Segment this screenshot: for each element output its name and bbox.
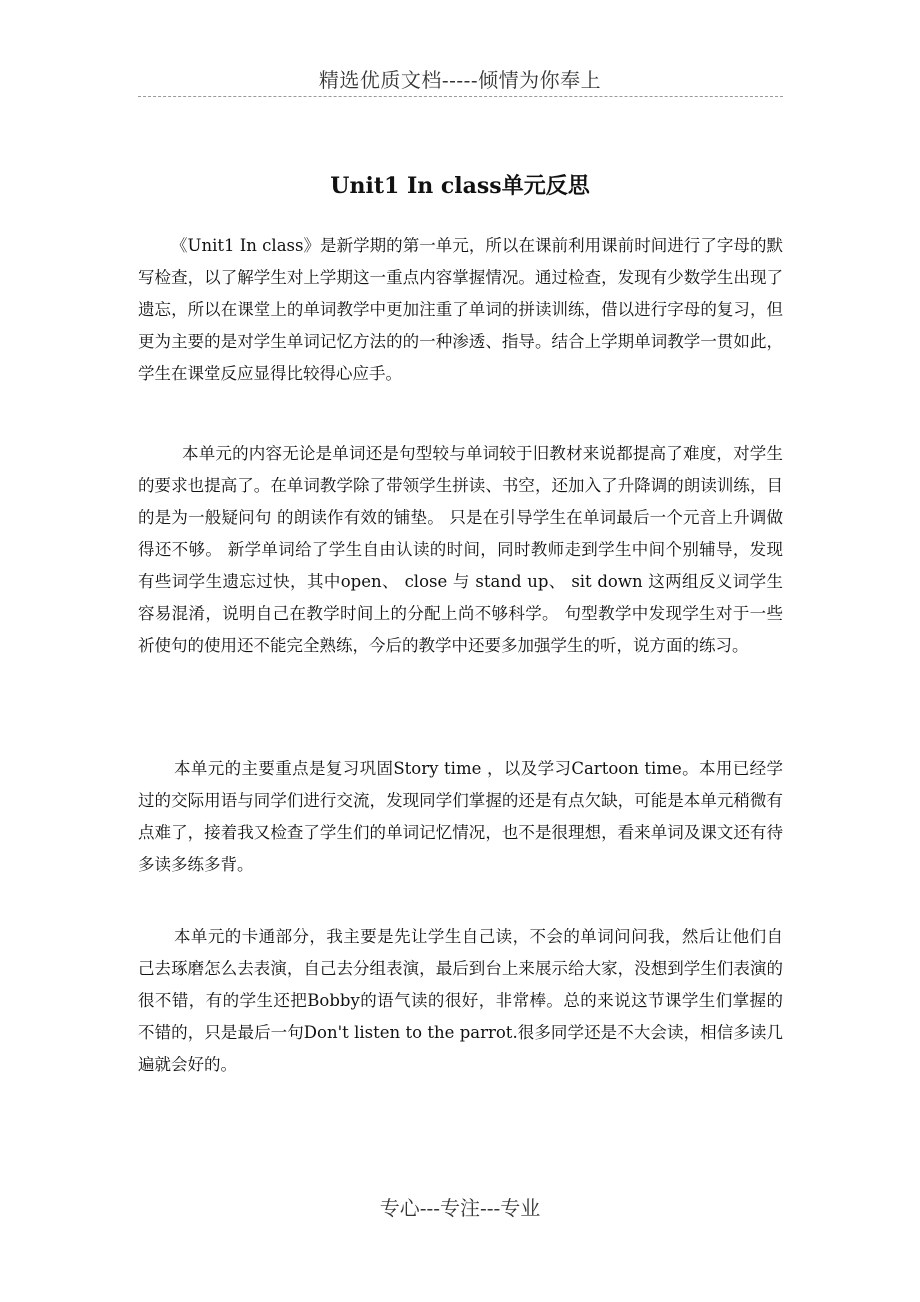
paragraph-4: 本单元的卡通部分，我主要是先让学生自己读，不会的单词问问我，然后让他们自己去琢磨怎么去表演，自己去分组表演，最后到台上来展示给大家，没想到学生们表演的很不错，有的学生还把Bobby的语气读的很好，非常棒。总的来说这节课学生们掌握的不错的，只是最后一句Don't listen to the parrot.很多同学还是不大会读，相信多读几遍就会好的。 [138,927,783,1074]
header-divider [138,96,783,97]
paragraph-1: 《Unit1 In class》是新学期的第一单元，所以在课前利用课前时间进行了字母的默写检查，以了解学生对上学期这一重点内容掌握情况。通过检查，发现有少数学生出现了遗忘，所以在课堂上的单词教学中更加注重了单词的拼读训练，借以进行字母的复习，但更为主要的是对学生单词记忆方法的的一种渗透、指导。结合上学期单词教学一贯如此，学生在课堂反应显得比较得心应手。 [138,236,783,383]
paragraph-3: 本单元的主要重点是复习巩固Story time ，以及学习Cartoon time。本用已经学过的交际用语与同学们进行交流，发现同学们掌握的还是有点欠缺，可能是本单元稍微有点难了，接着我又检查了学生们的单词记忆情况，也不是很理想，看来单词及课文还有待多读多练多背。 [138,759,783,874]
document-title: Unit1 In class单元反思 [330,173,590,199]
page-header: 精选优质文档-----倾情为你奉上 [318,68,602,92]
paragraph-2: 本单元的内容无论是单词还是句型较与单词较于旧教材来说都提高了难度，对学生的要求也提高了。在单词教学除了带领学生拼读、书空，还加入了升降调的朗读训练，目的是为一般疑问句 的朗读作有效的铺垫。 只是在引导学生在单词最后一个元音上升调做得还不够。 新学单词给了学生自由认读的时间，同时教师走到学生中间个别辅导，发现有些词学生遗忘过快，其中open、 close 与 stand up、 sit down 这两组反义词学生容易混淆，说明自己在教学时间上的分配上尚不够科学。 句型教学中发现学生对于一些祈使句的使用还不能完全熟练，今后的教学中还要多加强学生的听，说方面的练习。 [138,444,783,655]
page-footer: 专心---专注---专业 [379,1196,541,1220]
